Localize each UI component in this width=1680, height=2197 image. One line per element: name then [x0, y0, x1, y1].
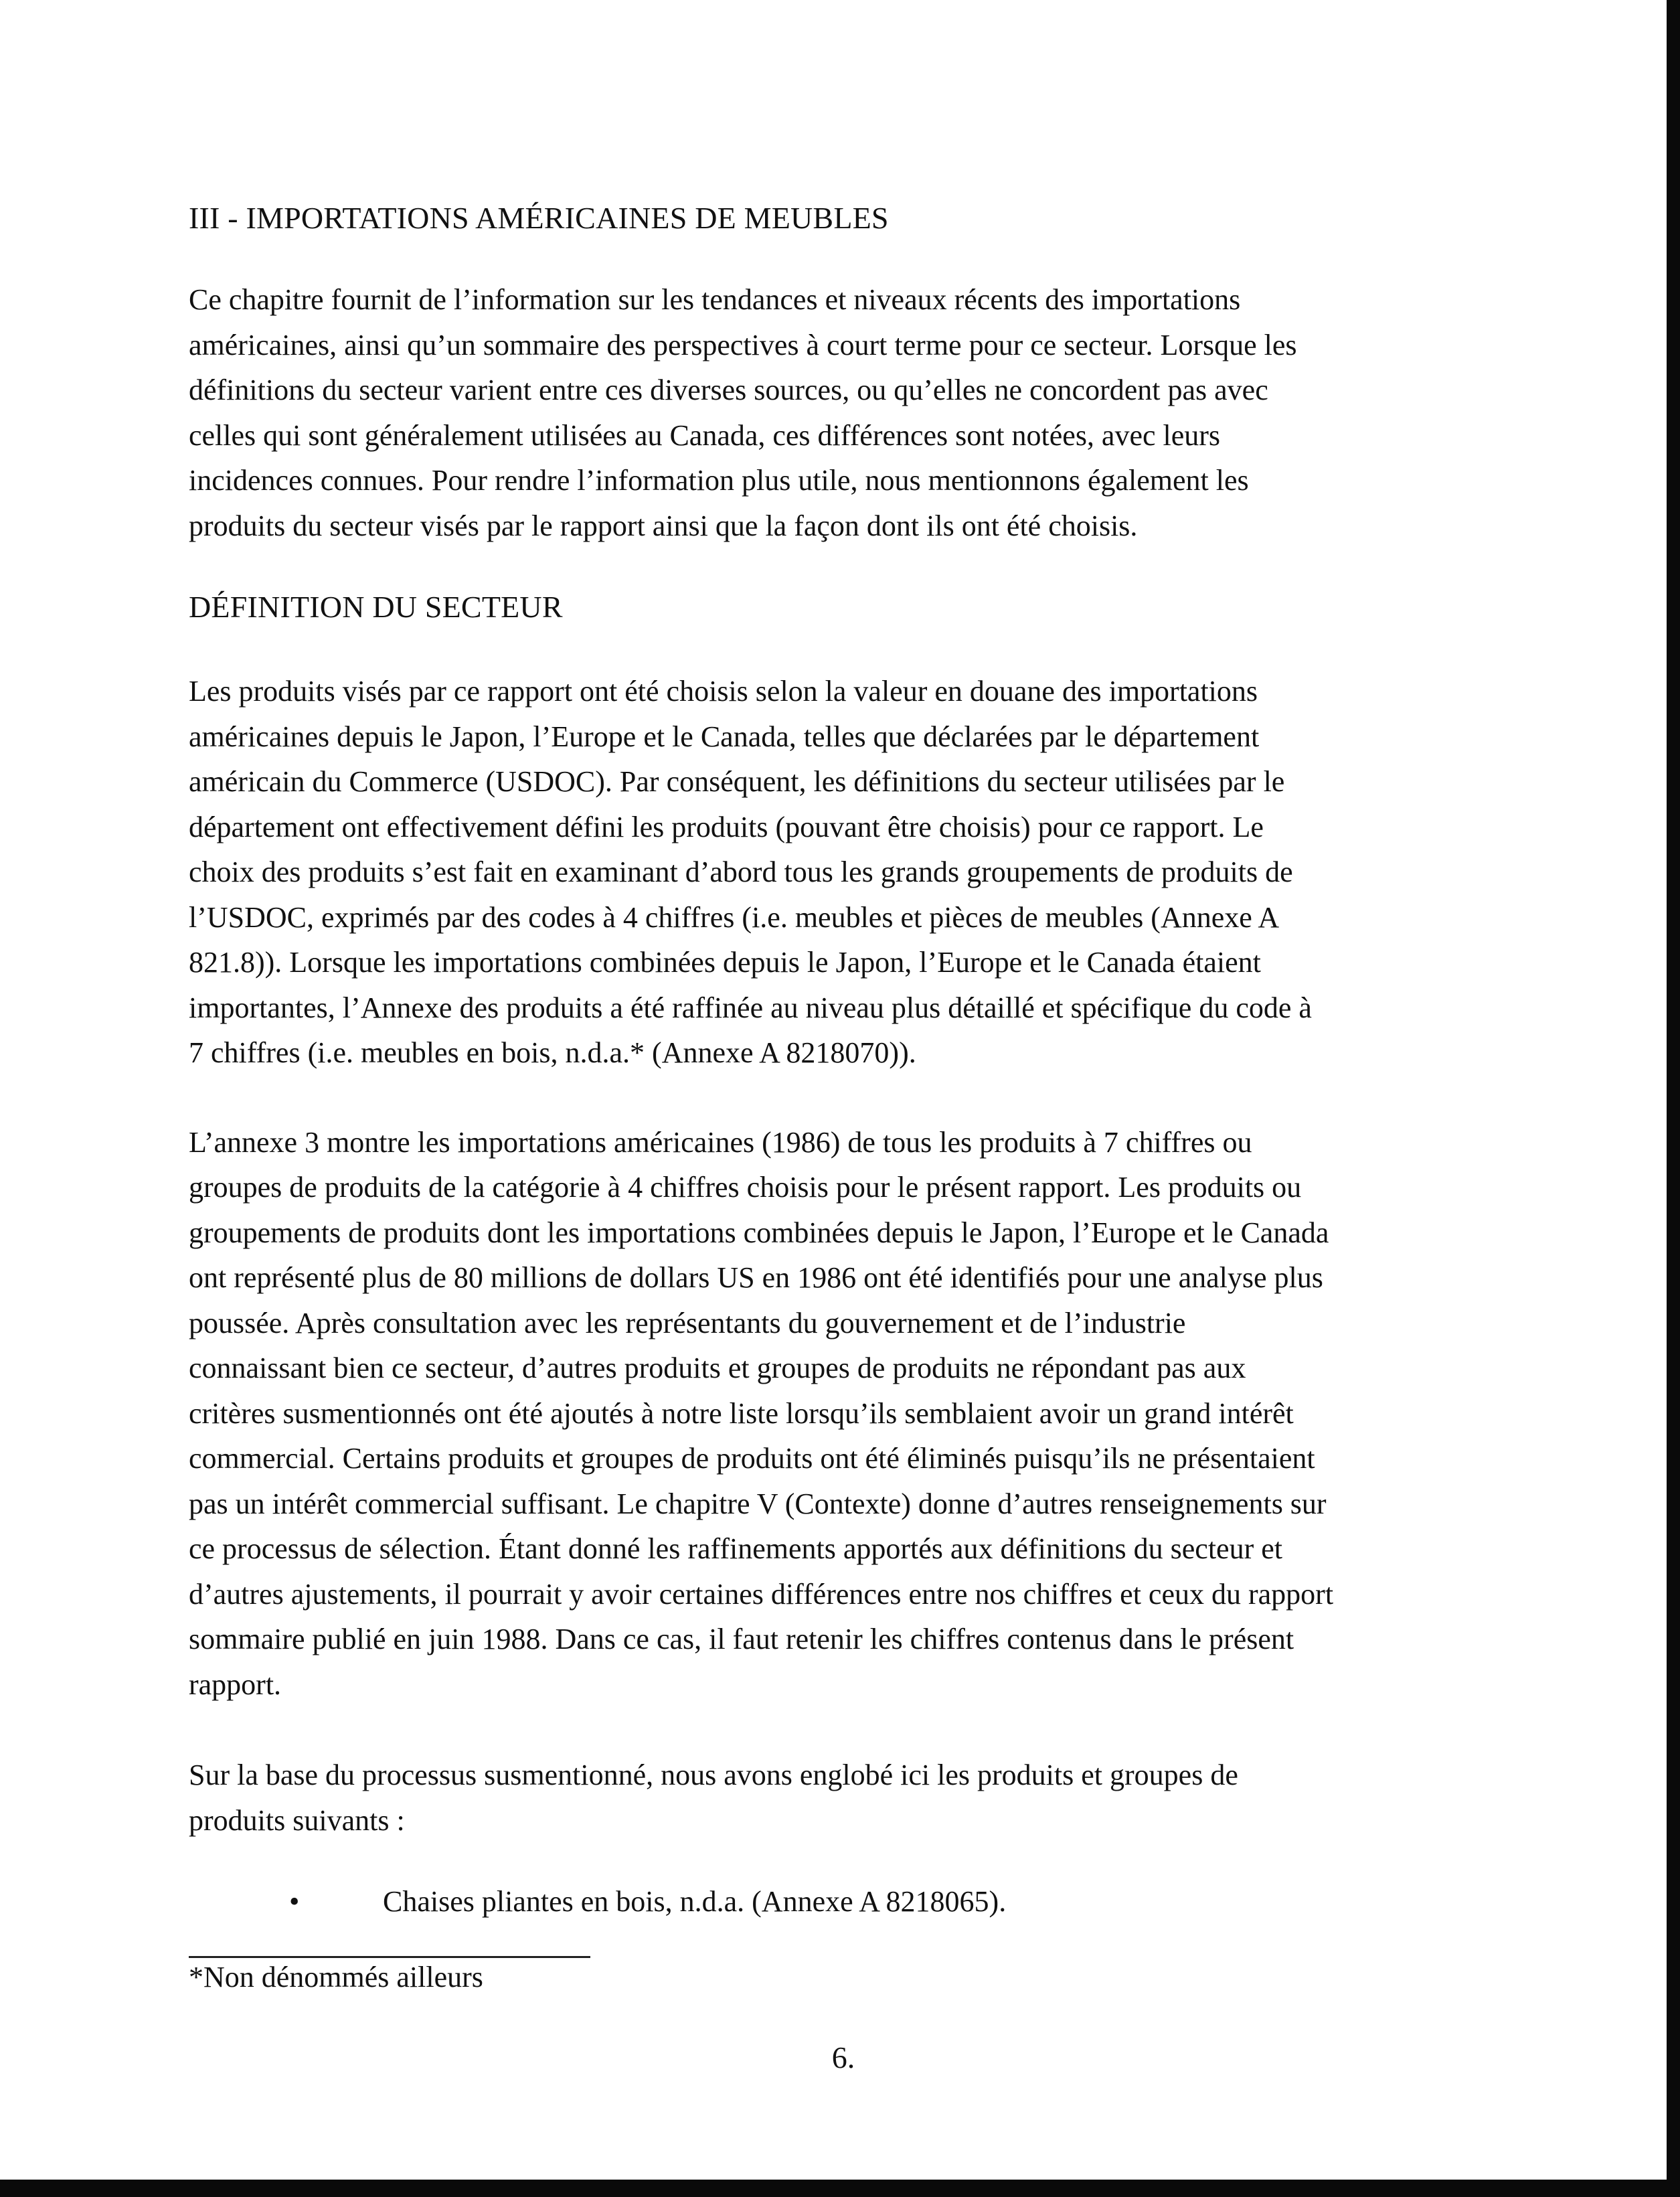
paragraph-line: connaissant bien ce secteur, d’autres produits et groupes de produits ne répondant pas aux	[189, 1352, 1246, 1384]
paragraph-line: l’USDOC, exprimés par des codes à 4 chiffres (i.e. meubles et pièces de meubles (Annexe A	[189, 900, 1280, 934]
paragraph-line: sommaire publié en juin 1988. Dans ce cas, il faut retenir les chiffres contenus dans le présent	[189, 1623, 1294, 1655]
paragraph-line: américaines depuis le Japon, l’Europe et le Canada, telles que déclarées par le département	[189, 720, 1260, 753]
page-body	[189, 195, 1501, 1925]
paragraph-line: groupements de produits dont les importations combinées depuis le Japon, l’Europe et le Canada	[189, 1216, 1329, 1249]
page-number: 6.	[831, 2040, 855, 2074]
paragraph-line: produits suivants :	[189, 1803, 405, 1837]
scan-right-edge	[1667, 0, 1680, 2197]
footnote: *Non dénommés ailleurs	[189, 1961, 483, 1993]
paragraph-line: incidences connues. Pour rendre l’information plus utile, nous mentionnons également les	[189, 464, 1249, 497]
list-intro-paragraph	[189, 1753, 1501, 1843]
paragraph-line: rapport.	[189, 1667, 282, 1701]
paragraph-line: 7 chiffres (i.e. meubles en bois, n.d.a.* (Annexe A 8218070)).	[189, 1036, 916, 1069]
bullet-icon: •	[289, 1885, 300, 1918]
paragraph-line: commercial. Certains produits et groupes de produits ont été éliminés puisqu’ils ne présentaient	[189, 1442, 1315, 1475]
paragraph-line: définitions du secteur varient entre ces diverses sources, ou qu’elles ne concordent pas avec	[189, 374, 1268, 406]
definition-paragraph	[189, 669, 1501, 1076]
paragraph-line: Sur la base du processus susmentionné, nous avons englobé ici les produits et groupes de	[189, 1759, 1238, 1791]
section-heading: III - IMPORTATIONS AMÉRICAINES DE MEUBLES	[189, 201, 889, 235]
paragraph-line: ont représenté plus de 80 millions de dollars US en 1986 ont été identifiés pour une analyse plus	[189, 1261, 1323, 1294]
scan-bottom-edge	[0, 2180, 1680, 2197]
paragraph-line: pas un intérêt commercial suffisant. Le chapitre V (Contexte) donne d’autres renseignements sur	[189, 1487, 1327, 1520]
paragraph-line: d’autres ajustements, il pourrait y avoir certaines différences entre nos chiffres et ceux du rapport	[189, 1577, 1334, 1611]
paragraph-line: Les produits visés par ce rapport ont été choisis selon la valeur en douane des importations	[189, 675, 1258, 708]
product-list	[189, 1879, 1501, 1925]
intro-paragraph	[189, 277, 1501, 548]
paragraph-line: américaines, ainsi qu’un sommaire des perspectives à court terme pour ce secteur. Lorsque les	[189, 328, 1297, 361]
paragraph-line: ce processus de sélection. Étant donné les raffinements apportés aux définitions du secteur et	[189, 1532, 1282, 1565]
paragraph-line: critères susmentionnés ont été ajoutés à notre liste lorsqu’ils semblaient avoir un grand intérêt	[189, 1396, 1294, 1430]
paragraph-line: 821.8)). Lorsque les importations combinées depuis le Japon, l’Europe et le Canada étaient	[189, 946, 1261, 979]
paragraph-line: groupes de produits de la catégorie à 4 chiffres choisis pour le présent rapport. Les produits ou	[189, 1171, 1302, 1204]
paragraph-line: poussée. Après consultation avec les représentants du gouvernement et de l’industrie	[189, 1306, 1186, 1339]
paragraph-line: Ce chapitre fournit de l’information sur les tendances et niveaux récents des importations	[189, 283, 1241, 316]
paragraph-line: américain du Commerce (USDOC). Par conséquent, les définitions du secteur utilisées par le	[189, 765, 1285, 798]
list-item-text: Chaises pliantes en bois, n.d.a. (Annexe A 8218065).	[383, 1885, 1007, 1918]
paragraph-line: importantes, l’Annexe des produits a été raffinée au niveau plus détaillé et spécifique du code à	[189, 991, 1312, 1024]
paragraph-line: L’annexe 3 montre les importations américaines (1986) de tous les produits à 7 chiffres ou	[189, 1125, 1252, 1159]
paragraph-line: produits du secteur visés par le rapport ainsi que la façon dont ils ont été choisis.	[189, 509, 1138, 542]
paragraph-line: département ont effectivement défini les produits (pouvant être choisis) pour ce rapport. Le	[189, 810, 1264, 843]
paragraph-line: celles qui sont généralement utilisées au Canada, ces différences sont notées, avec leurs	[189, 418, 1221, 452]
list-item	[189, 1879, 1501, 1925]
paragraph-line: choix des produits s’est fait en examinant d’abord tous les grands groupements de produits de	[189, 856, 1293, 888]
annex-paragraph	[189, 1120, 1501, 1708]
sector-definition-heading: DÉFINITION DU SECTEUR	[189, 590, 563, 624]
